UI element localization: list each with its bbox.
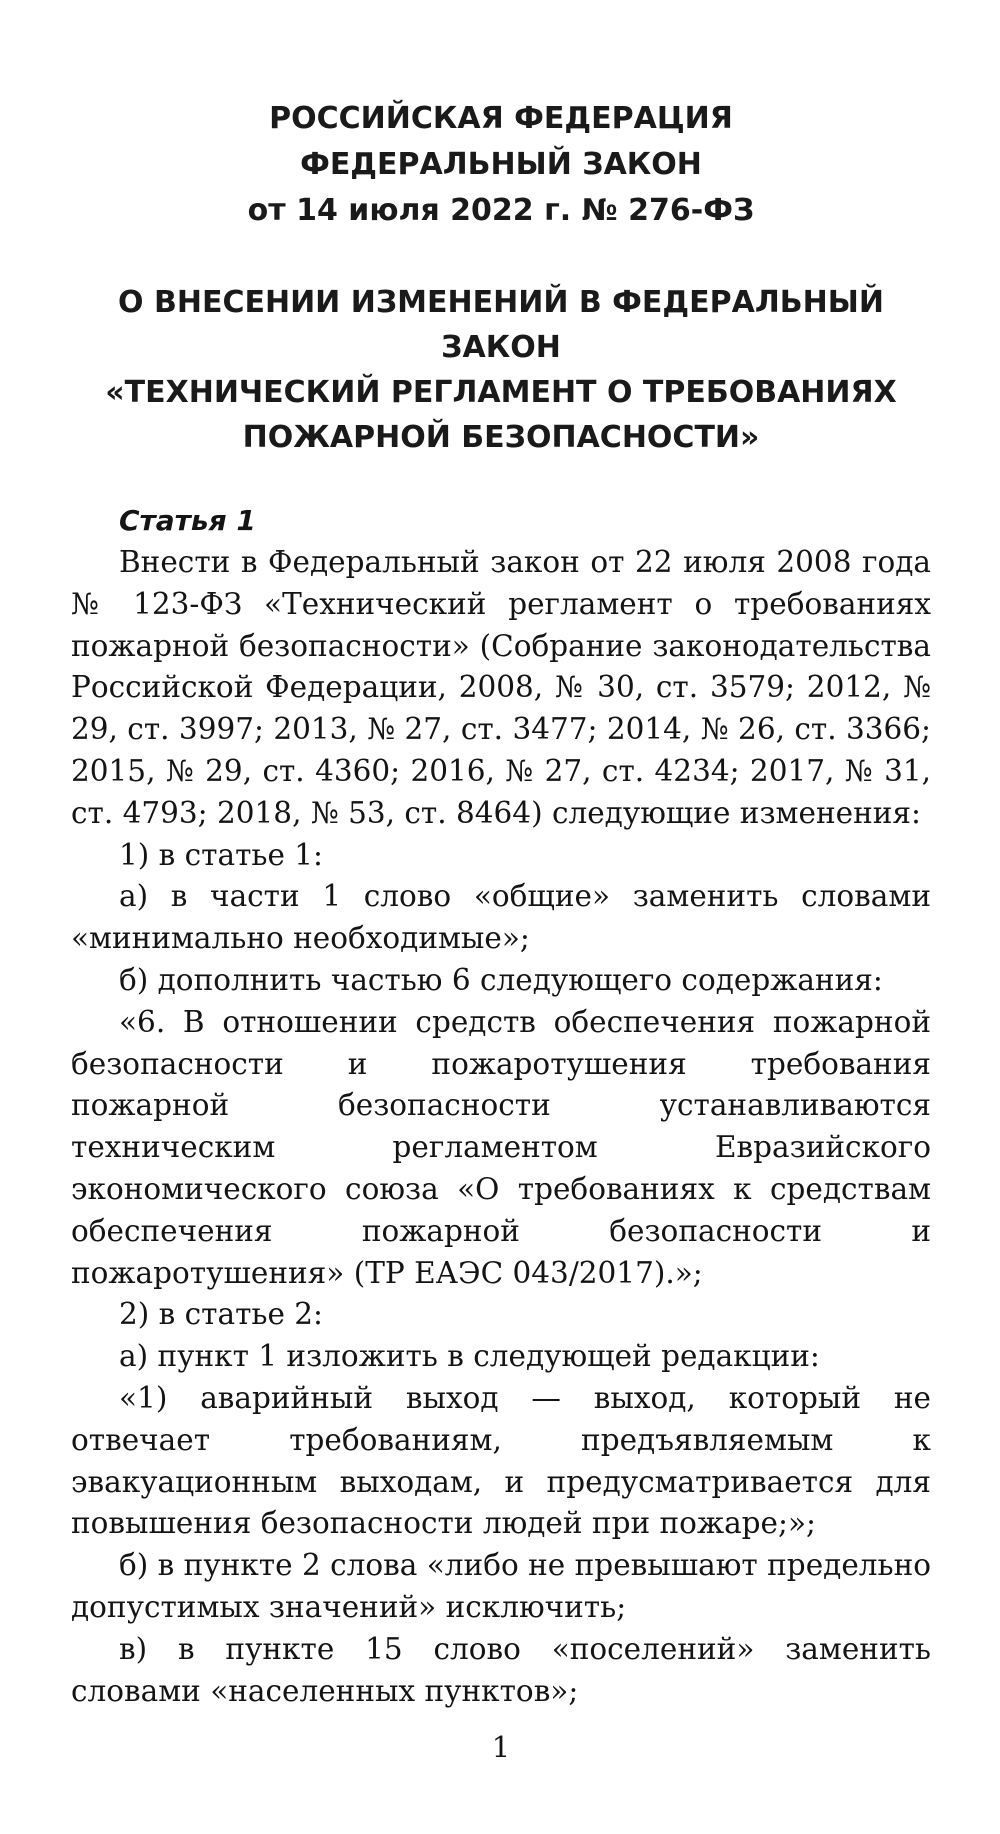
page-number: 1 [491, 1730, 511, 1764]
paragraph: 1) в статье 1: [119, 837, 323, 872]
paragraph: б) в пункте 2 слова «либо не превышают предельно допустимых значений» исключить; [71, 1548, 931, 1624]
paragraph: а) в части 1 слово «общие» заменить словами «минимально необходимые»; [71, 879, 931, 956]
document-page [71, 0, 931, 1834]
paragraph: б) дополнить частью 6 следующего содержания: [119, 962, 883, 997]
article-heading: Статья 1 [119, 504, 256, 537]
paragraph: «6. В отношении средств обеспечения пожарной безопасности и пожаротушения требования пожарной безопасности устанавливаются техническим регламентом Евразийского экономического союза «О требованиях к средствам обеспечения пожарной безопасности и пожаротушения» (ТР ЕАЭС 043/2017).»; [71, 1004, 931, 1290]
paragraph: «1) аварийный выход — выход, который не отвечает требованиям, предъявляемым к эвакуационным выходам, и предусматривается для повышения безопасности людей при пожаре;»; [71, 1380, 931, 1541]
paragraph: 2) в статье 2: [119, 1297, 323, 1332]
law-title [71, 280, 931, 460]
paragraph: Внести в Федеральный закон от 22 июля 2008 года № 123-ФЗ «Технический регламент о требованиях пожарной безопасности» (Собрание законодательства Российской Федерации, 2008, № 30, ст. 3579; 2012, № 29, ст. 3997; 2013, № 27, ст. 3477; 2014, № 26, ст. 3366; 2015, № 29, ст. 4360; 2016, № 27, ст. 4234; 2017, № 31, ст. 4793; 2018, № 53, ст. 8464) следующие изменения: [71, 545, 931, 830]
document-date-number: от 14 июля 2022 г. № 276-ФЗ [247, 193, 755, 228]
law-title-line: ПОЖАРНОЙ БЕЗОПАСНОСТИ» [242, 420, 760, 455]
law-title-line: «ТЕХНИЧЕСКИЙ РЕГЛАМЕНТ О ТРЕБОВАНИЯХ [105, 375, 897, 410]
country-name: РОССИЙСКАЯ ФЕДЕРАЦИЯ [269, 101, 733, 136]
document-type: ФЕДЕРАЛЬНЫЙ ЗАКОН [300, 147, 702, 182]
paragraph: в) в пункте 15 слово «поселений» заменить словами «населенных пунктов»; [71, 1631, 931, 1708]
paragraph: а) пункт 1 изложить в следующей редакции: [119, 1339, 820, 1374]
law-title-line: О ВНЕСЕНИИ ИЗМЕНЕНИЙ В ФЕДЕРАЛЬНЫЙ ЗАКОН [118, 285, 884, 365]
document-header [71, 96, 931, 234]
article-body [71, 542, 931, 1712]
